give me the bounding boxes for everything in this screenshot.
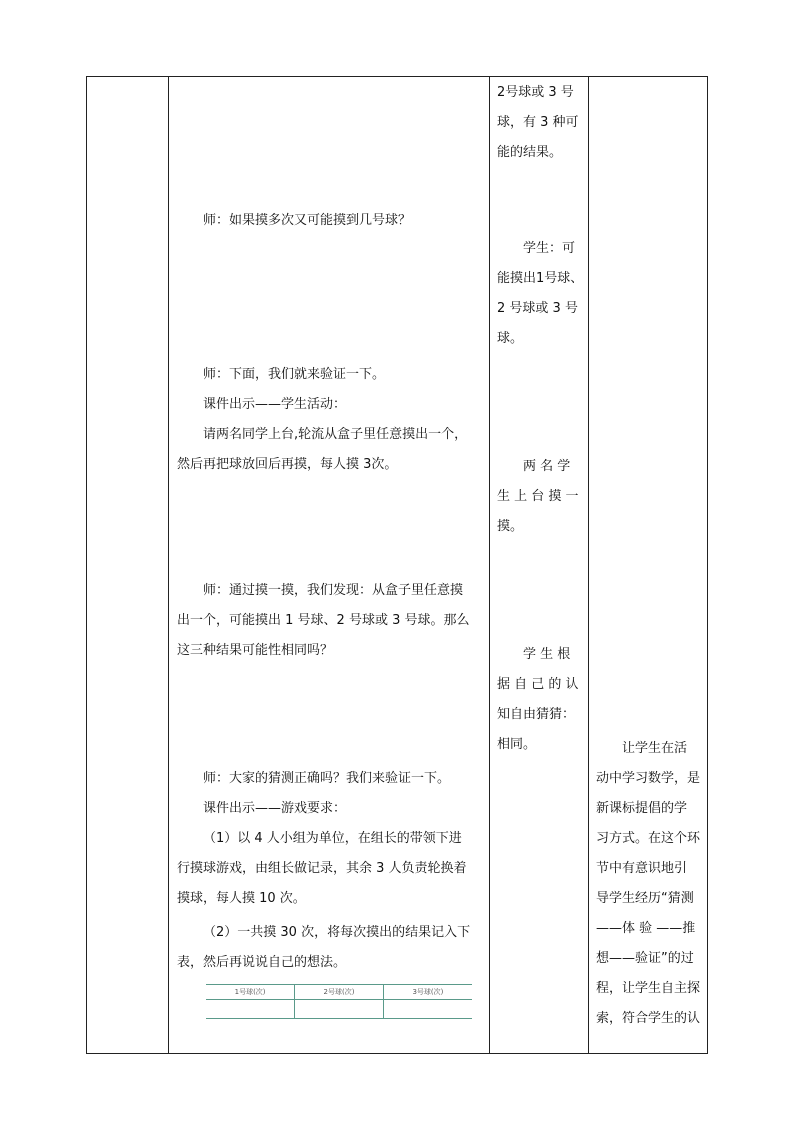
record-table: [206, 984, 472, 1019]
teacher-verify: 师：下面，我们就来验证一下。: [203, 367, 386, 382]
student-response-1: 2号球或 3 号 球，有 3 种可 能的结果。: [497, 85, 579, 160]
column-divider-1: [168, 76, 169, 1054]
record-cell: [295, 1000, 384, 1019]
design-intent: 让学生在活 动中学习数学，是 新课标提倡的学 习方式。在这个环 节中有意识地引 导学生经历“猜测 ——体 验 ——推 想——验证”的过 程，让学生自主探 索，符合学生的认: [596, 741, 701, 1026]
record-cell: [206, 1000, 295, 1019]
game-rule-1: （1）以 4 人小组为单位，在组长的带领下进 行摸球游戏，由组长做记录，其余 3 人负责轮换着 摸球，每人摸 10 次。: [177, 831, 467, 906]
student-response-4: 学 生 根 据 自 己 的 认 知自由猜猜： 相同。: [497, 647, 579, 752]
courseware-activity: 课件出示——学生活动：: [203, 397, 347, 412]
teacher-finding: 师：通过摸一摸，我们发现：从盒子里任意摸 出一个，可能摸出 1 号球、2 号球或 3 号球。那么 这三种结果可能性相同吗？: [177, 583, 470, 658]
record-header-ball1: 1号球(次): [206, 985, 295, 1000]
record-cell: [383, 1000, 472, 1019]
teacher-check-guess: 师：大家的猜测正确吗？我们来验证一下。: [203, 771, 451, 786]
teacher-question-1: 师：如果摸多次又可能摸到几号球？: [203, 213, 412, 228]
student-response-3: 两 名 学 生 上 台 摸 一 摸。: [497, 459, 579, 534]
student-response-2: 学生：可 能摸出1号球、 2 号球或 3 号 球。: [497, 241, 584, 346]
column-divider-3: [588, 76, 589, 1054]
record-header-ball2: 2号球(次): [295, 985, 384, 1000]
game-requirements-title: 课件出示——游戏要求：: [203, 801, 347, 816]
game-rule-2: （2）一共摸 30 次，将每次摸出的结果记入下 表，然后再说说自己的想法。: [177, 925, 471, 970]
activity-instruction: 请两名同学上台,轮流从盒子里任意摸出一个， 然后再把球放回后再摸，每人摸 3次。: [177, 427, 468, 472]
record-header-ball3: 3号球(次): [383, 985, 472, 1000]
